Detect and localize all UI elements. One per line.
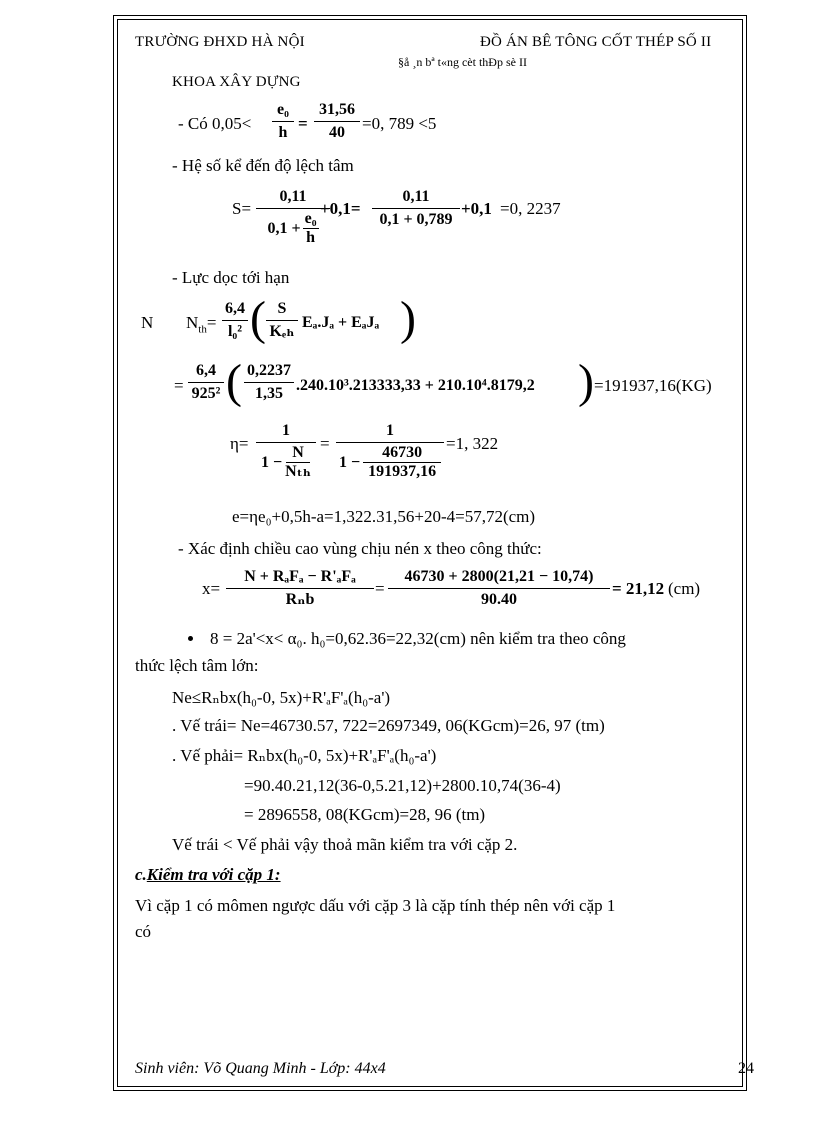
s-plus1: +0,1= (320, 199, 361, 218)
fraction-denominator: Rₙb (285, 591, 315, 608)
header-school: TRƯỜNG ĐHXD HÀ NỘI (135, 34, 305, 50)
line-ve-trai: . Vế trái= Ne=46730.57, 722=2697349, 06(KGcm)=26, 97 (tm) (172, 716, 605, 735)
n-label: N (141, 313, 154, 332)
paren-open: ( (226, 355, 242, 408)
footer-student: Sinh viên: Võ Quang Minh - Lớp: 44x4 (135, 1060, 386, 1077)
line-co-suffix: =0, 789 <5 (362, 114, 437, 133)
line-ve-phai-calc: =90.40.21,12(36-0,5.21,12)+2800.10,74(36-4) (244, 776, 561, 795)
fraction-s-first (256, 188, 330, 246)
fraction-numerator: S (277, 300, 287, 317)
line-ne-inequality: Ne≤Rₙbx(h₀-0, 5x)+R'ₐF'ₐ(h₀-a') (172, 688, 391, 707)
eta-eq: = (320, 434, 330, 453)
paragraph-line-1: Vì cặp 1 có mômen ngược dấu với cặp 3 là cặp tính thép nên với cặp 1 (135, 896, 616, 915)
nth-terms: Eₐ.Jₐ + EₐJₐ (302, 314, 380, 331)
fraction-s-kdh (266, 300, 298, 341)
line-ve-phai-result: = 2896558, 08(KGcm)=28, 96 (tm) (244, 805, 486, 824)
eta-prefix: η= (230, 434, 249, 453)
header-project: ĐỒ ÁN BÊ TÔNG CỐT THÉP SỐ II (480, 34, 712, 50)
fraction-31-40 (314, 101, 360, 142)
line-e: e=ηe₀+0,5h-a=1,322.31,56+20-4=57,72(cm) (232, 507, 536, 526)
calc-terms: .240.10³.213333,33 + 210.10⁴.8179,2 (296, 377, 535, 394)
bullet-line-1: 8 = 2a'<x< α₀. h₀=0,62.36=22,32(cm) nên kiểm tra theo công (210, 629, 626, 648)
fraction-x-second (388, 568, 610, 609)
fraction-numerator: 6,4 (196, 362, 216, 379)
fraction-denominator: 925² (191, 385, 221, 402)
fraction-numerator: e₀ (277, 101, 289, 118)
fraction-calc-coeff (188, 362, 224, 403)
fraction-denominator: h (278, 124, 288, 141)
x-eq: = (375, 579, 385, 598)
fraction-denominator: 0,1 + e₀ h (267, 211, 318, 246)
fraction-denominator: 0,1 + 0,789 (379, 211, 453, 228)
s-plus2: +0,1 (461, 199, 492, 218)
fraction-numerator: 0,11 (279, 188, 307, 205)
fraction-numerator: 1 (282, 422, 290, 439)
header-garbled-subtitle: §å ¸n bª t«ng cèt thÐp sè II (398, 55, 527, 69)
line-xac-dinh: - Xác định chiều cao vùng chịu nén x theo công thức: (178, 539, 542, 558)
paren-close: ) (400, 292, 416, 345)
fraction-e0-h (272, 101, 294, 142)
eta-result: =1, 322 (446, 434, 499, 453)
fraction-denominator: 90.40 (481, 591, 517, 608)
line-he-so: - Hệ số kể đến độ lệch tâm (172, 156, 354, 175)
bullet-dot (188, 636, 193, 641)
fraction-numerator: N + RₐFₐ − R'ₐFₐ (244, 568, 356, 585)
line-luc-doc: - Lực dọc tới hạn (172, 268, 290, 287)
calc-eq: = (174, 376, 184, 395)
fraction-denominator: 1 − 46730 191937,16 (339, 445, 441, 480)
line-co-prefix: - Có 0,05< (178, 114, 252, 133)
fraction-calc-inner (244, 362, 294, 403)
paragraph-line-2: có (135, 922, 152, 941)
fraction-numerator: 0,2237 (247, 362, 291, 379)
page-number: 24 (738, 1060, 754, 1077)
fraction-numerator: 31,56 (319, 101, 355, 118)
header-faculty: KHOA XÂY DỰNG (172, 74, 301, 90)
fraction-numerator: 0,11 (402, 188, 430, 205)
paren-close: ) (578, 355, 594, 408)
bullet-line-2: thức lệch tâm lớn: (135, 656, 259, 675)
fraction-eta-first (256, 422, 316, 480)
s-prefix: S= (232, 199, 252, 218)
fraction-numerator: 6,4 (225, 300, 245, 317)
fraction-denominator: 1 − N Nₜₕ (261, 444, 311, 480)
x-result-unit: (cm) (668, 579, 701, 598)
nth-symbol: $N_{th}=$ (186, 313, 217, 336)
fraction-numerator: 46730 + 2800(21,21 − 10,74) (404, 568, 594, 585)
fraction-nth-coeff (222, 300, 248, 341)
line-ve-phai: . Vế phải= Rₙbx(h₀-0, 5x)+R'ₐF'ₐ(h₀-a') (172, 746, 437, 765)
fraction-s-second (372, 188, 460, 229)
fraction-x-first (226, 568, 374, 609)
paren-open: ( (250, 292, 266, 345)
s-result: =0, 2237 (500, 199, 561, 218)
x-result: = 21,12 (612, 579, 665, 598)
line-conclusion: Vế trái < Vế phải vậy thoả mãn kiểm tra với cặp 2. (172, 835, 518, 854)
x-prefix: x= (202, 579, 221, 598)
fraction-denominator: Kₑₕ (269, 323, 295, 340)
fraction-eta-second (336, 422, 444, 480)
calc-result: =191937,16(KG) (594, 376, 712, 395)
section-heading: c.Kiểm tra với cặp 1: (135, 865, 281, 884)
fraction-denominator: l₀² (227, 323, 243, 340)
fraction-numerator: 1 (386, 422, 394, 439)
fraction-denominator: 1,35 (255, 385, 283, 402)
fraction-denominator: 40 (329, 124, 345, 141)
